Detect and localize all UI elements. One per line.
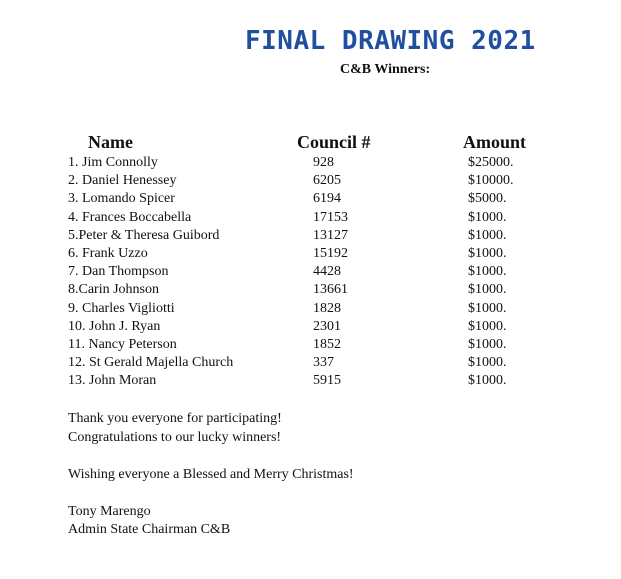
header-name: Name xyxy=(88,132,133,152)
table-row xyxy=(0,300,621,318)
header-council: Council # xyxy=(297,132,371,152)
winner-name: 12. St Gerald Majella Church xyxy=(68,355,234,371)
winner-name: 9. Charles Vigliotti xyxy=(68,300,175,316)
table-row xyxy=(0,336,621,354)
winner-name: 10. John J. Ryan xyxy=(68,318,161,334)
winner-council: 15192 xyxy=(313,245,348,261)
winner-name: 13. John Moran xyxy=(68,373,157,389)
signer-name: Tony Marengo xyxy=(68,503,151,519)
footer-message xyxy=(68,410,354,540)
winner-amount: $1000. xyxy=(468,282,507,298)
table-row xyxy=(0,263,621,281)
table-row xyxy=(0,172,621,190)
winner-name: 8.Carin Johnson xyxy=(68,282,159,298)
wishes-line: Wishing everyone a Blessed and Merry Christmas! xyxy=(68,466,354,482)
winner-amount: $1000. xyxy=(468,227,507,243)
table-row xyxy=(0,154,621,172)
table-row xyxy=(0,318,621,336)
winner-amount: $5000. xyxy=(468,191,507,207)
winner-name: 5.Peter & Theresa Guibord xyxy=(68,227,220,243)
winner-council: 4428 xyxy=(313,264,341,280)
winner-name: 6. Frank Uzzo xyxy=(68,245,148,261)
winner-amount: $1000. xyxy=(468,373,507,389)
signer-title: Admin State Chairman C&B xyxy=(68,522,231,537)
winner-council: 13127 xyxy=(313,227,348,243)
thanks-line: Thank you everyone for participating! xyxy=(68,411,282,426)
winner-amount: $1000. xyxy=(468,336,507,352)
winner-council: 928 xyxy=(313,155,334,170)
winner-council: 337 xyxy=(313,355,334,371)
document-subtitle: C&B Winners: xyxy=(340,62,431,77)
table-row xyxy=(0,245,621,263)
winner-amount: $1000. xyxy=(468,209,507,225)
winner-council: 1852 xyxy=(313,336,341,352)
winner-name: 2. Daniel Henessey xyxy=(68,173,177,189)
header-amount: Amount xyxy=(463,132,527,152)
winner-amount: $1000. xyxy=(468,318,507,334)
winner-amount: $1000. xyxy=(468,264,507,280)
winner-council: 13661 xyxy=(313,282,348,298)
winners-table xyxy=(0,154,621,390)
table-header xyxy=(0,132,621,154)
winner-amount: $1000. xyxy=(468,300,507,316)
table-row xyxy=(0,354,621,372)
winner-council: 2301 xyxy=(313,318,341,334)
table-row xyxy=(0,227,621,245)
winner-name: 4. Frances Boccabella xyxy=(68,209,192,225)
table-row xyxy=(0,372,621,390)
winner-council: 6194 xyxy=(313,191,341,207)
winner-council: 1828 xyxy=(313,300,341,316)
winner-council: 6205 xyxy=(313,173,341,189)
winner-council: 5915 xyxy=(313,373,341,389)
congrats-line: Congratulations to our lucky winners! xyxy=(68,429,282,445)
table-row xyxy=(0,209,621,227)
document-title: FINAL DRAWING 2021 xyxy=(245,26,536,56)
winner-name: 7. Dan Thompson xyxy=(68,264,169,280)
winner-name: 11. Nancy Peterson xyxy=(68,336,177,352)
winner-amount: $10000. xyxy=(468,173,514,189)
winner-amount: $1000. xyxy=(468,355,507,371)
winner-amount: $1000. xyxy=(468,245,507,261)
winner-name: 3. Lomando Spicer xyxy=(68,191,175,207)
table-row xyxy=(0,281,621,299)
winner-council: 17153 xyxy=(313,209,348,225)
winner-amount: $25000. xyxy=(468,155,514,170)
table-row xyxy=(0,190,621,208)
winner-name: 1. Jim Connolly xyxy=(68,155,158,170)
